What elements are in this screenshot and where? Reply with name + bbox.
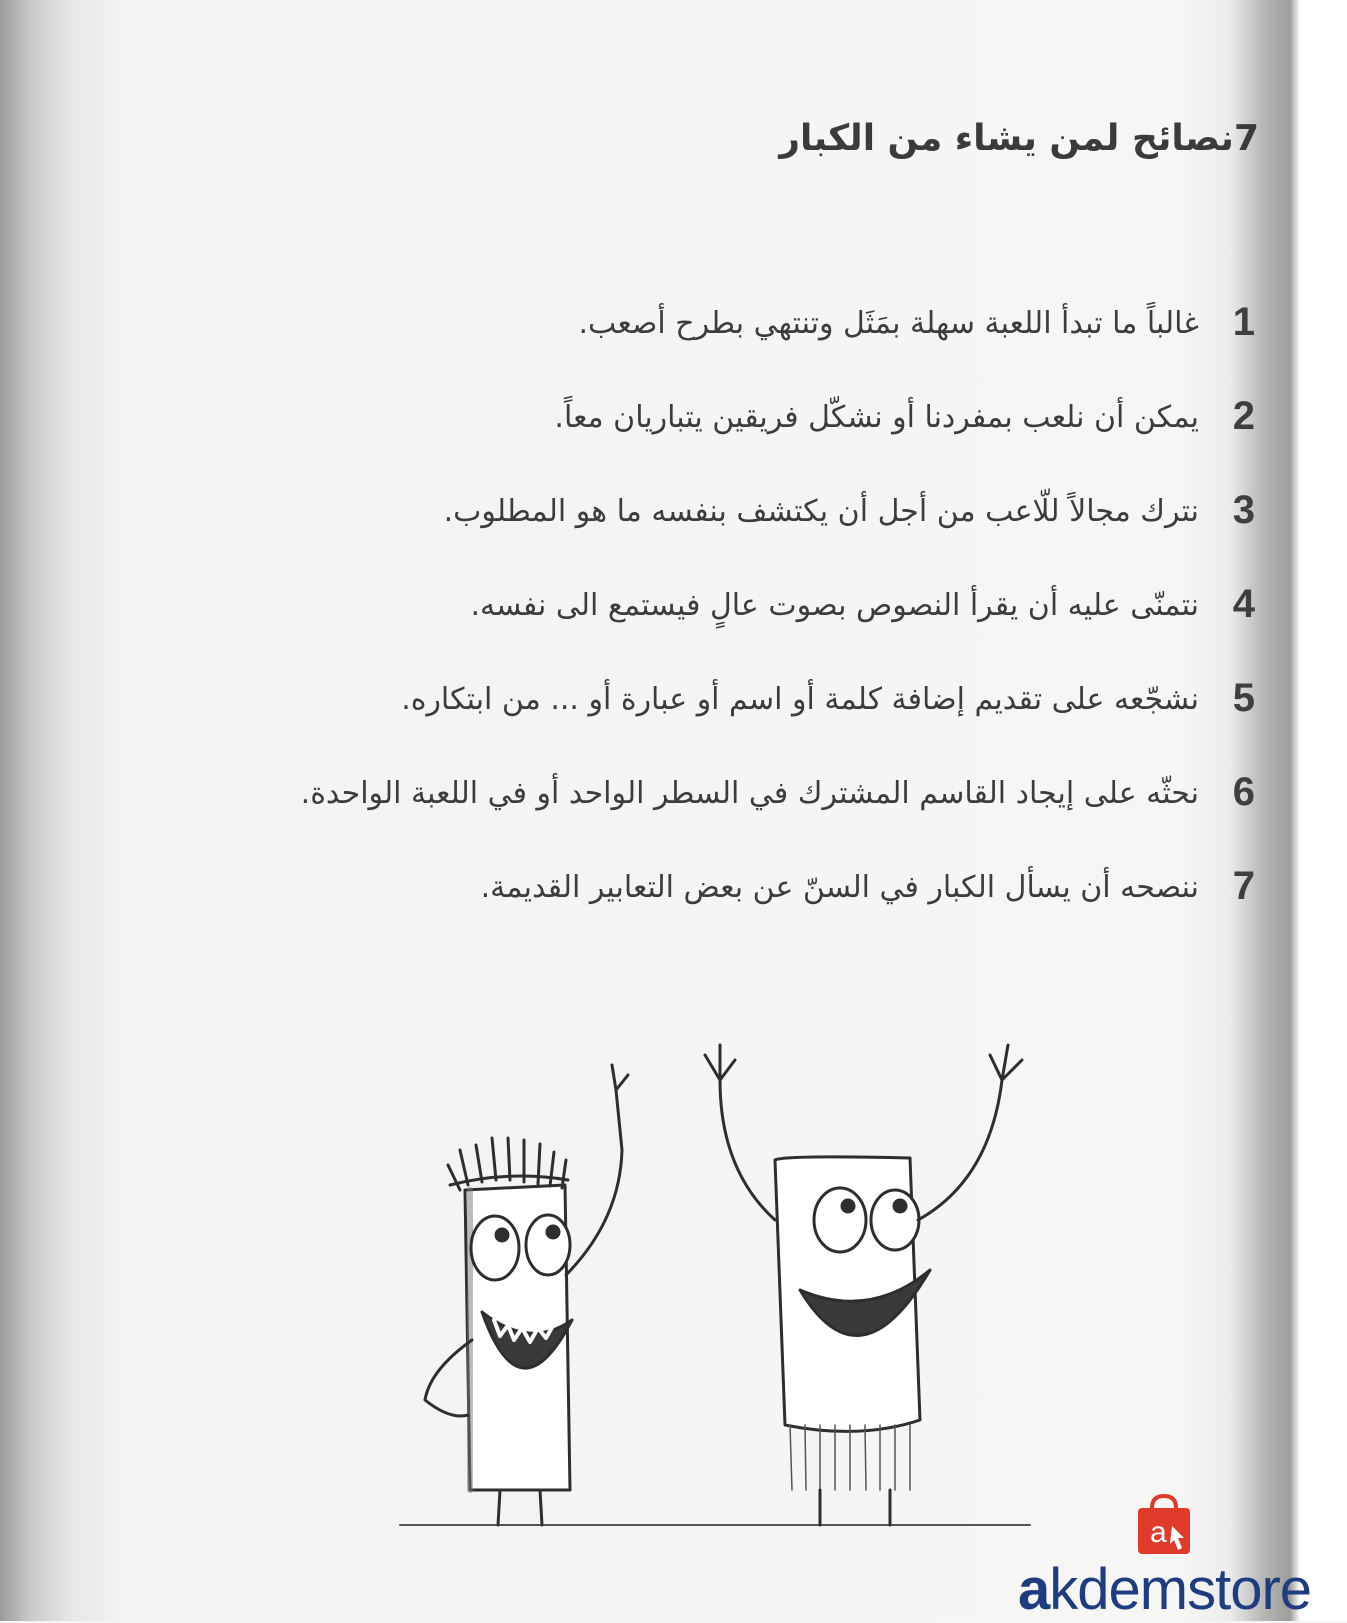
shopping-bag-icon: [1128, 1492, 1200, 1564]
page-edge: [1300, 0, 1347, 1621]
logo-text-first: a: [1018, 1557, 1050, 1622]
tip-number: 3: [1232, 488, 1255, 532]
logo-icon-letter: a: [1150, 1516, 1167, 1549]
tip-item: [199, 674, 1255, 768]
tip-text: نحثّه على إيجاد القاسم المشترك في السطر الواحد أو في اللعبة الواحدة.: [300, 776, 1199, 811]
tip-number: 7: [1232, 864, 1255, 908]
tip-number: 2: [1232, 394, 1255, 438]
tip-number: 5: [1232, 676, 1255, 720]
page-title: 7نصائح لمن يشاء من الكبار: [779, 118, 1259, 159]
tip-item: [199, 768, 1255, 862]
tip-text: يمكن أن نلعب بمفردنا أو نشكّل فريقين يتباريان معاً.: [554, 400, 1199, 435]
tip-item: [199, 298, 1255, 392]
tip-text: نتمنّى عليه أن يقرأ النصوص بصوت عالٍ فيستمع الى نفسه.: [470, 588, 1199, 623]
tip-number: 4: [1232, 582, 1255, 626]
right-character: [705, 1045, 1022, 1525]
tip-text: نترك مجالاً للّاعب من أجل أن يكتشف بنفسه ما هو المطلوب.: [443, 494, 1199, 529]
tip-number: 6: [1232, 770, 1255, 814]
logo-text: [1018, 1556, 1311, 1623]
tips-list: [199, 298, 1255, 956]
watermark-logo: [1010, 1492, 1347, 1621]
left-character: [425, 1065, 628, 1525]
tip-item: [199, 486, 1255, 580]
tip-text: غالباً ما تبدأ اللعبة سهلة بمَثَل وتنتهي بطرح أصعب.: [578, 306, 1199, 341]
tip-text: ننصحه أن يسأل الكبار في السنّ عن بعض التعابير القديمة.: [480, 870, 1199, 905]
cartoon-characters-illustration: [390, 1020, 1110, 1540]
tip-text: نشجّعه على تقديم إضافة كلمة أو اسم أو عبارة أو ... من ابتكاره.: [401, 682, 1199, 717]
tip-item: [199, 862, 1255, 956]
tip-item: [199, 580, 1255, 674]
logo-text-rest: kdemstore: [1049, 1557, 1312, 1622]
tip-number: 1: [1232, 300, 1255, 344]
tip-item: [199, 392, 1255, 486]
